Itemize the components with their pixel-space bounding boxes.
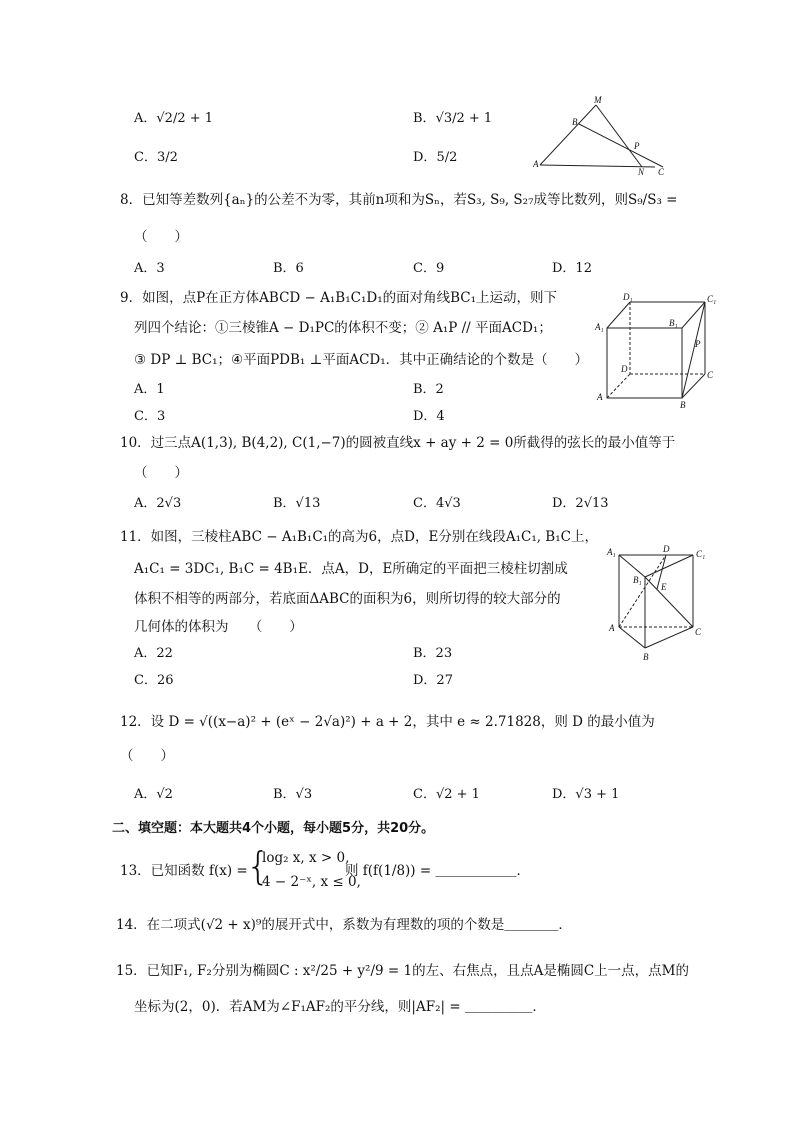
section-fill-in-heading: 二、填空题：本大题共4个小题，每小题5分，共20分。 — [112, 821, 435, 836]
q11-stem-3: 体积不相等的两部分，若底面ΔABC的面积为6，则所切得的较大部分的 — [134, 591, 561, 607]
q9-label-b1: B₁ — [669, 318, 678, 328]
q10-option-d: D．2√13 — [552, 496, 609, 511]
q13-suffix: 则 f(f(1/8)) = ＿＿＿＿＿＿． — [345, 863, 530, 879]
q10-option-b: B．√13 — [273, 496, 321, 511]
q9-label-c1: C₁ — [707, 294, 717, 304]
q11-option-b: B．23 — [413, 646, 453, 661]
q15-stem-2: 坐标为(2，0)．若AM为∠F₁AF₂的平分线，则|AF₂| = ＿＿＿＿＿． — [134, 999, 546, 1015]
q7-label-b: B — [572, 117, 578, 127]
q12-option-c: C．√2 + 1 — [413, 787, 480, 802]
q12-stem: 12．设 D = √((x−a)² + (eˣ − 2√a)²) + a + 2，其中 e ≈ 2.71828，则 D 的最小值为 — [120, 714, 655, 730]
q9-label-a: A — [597, 392, 603, 402]
q11-label-a: A — [609, 623, 615, 633]
q7-option-c: C．3/2 — [134, 150, 178, 165]
q9-cube-figure — [595, 292, 720, 410]
q9-option-a: A．1 — [134, 382, 165, 397]
q8-option-c: C．9 — [413, 261, 445, 276]
q9-stem-3: ③ DP ⊥ BC₁；④平面PDB₁ ⊥平面ACD₁．其中正确结论的个数是（ ） — [134, 352, 589, 368]
q11-stem-1: 11．如图，三棱柱ABC − A₁B₁C₁的高为6，点D，E分别在线段A₁C₁, B₁C上， — [120, 529, 598, 545]
q7-label-p: P — [634, 141, 640, 151]
q9-label-b: B — [680, 400, 686, 410]
q10-option-c: C．4√3 — [413, 496, 461, 511]
q11-label-c: C — [695, 627, 702, 637]
q7-option-b: B．√3/2 + 1 — [413, 111, 493, 126]
q13-case-2: 4 − 2⁻ˣ, x ≤ 0, — [262, 874, 361, 890]
q9-option-b: B．2 — [413, 382, 444, 397]
q12-blank: （ ） — [120, 748, 174, 764]
q15-stem-1: 15．已知F₁, F₂分别为椭圆C : x²/25 + y²/9 = 1的左、右焦点，且点A是椭圆C上一点，点M的 — [116, 963, 689, 979]
q7-label-c: C — [658, 167, 665, 177]
q10-blank: （ ） — [134, 465, 188, 481]
q7-label-m: M — [594, 95, 602, 105]
q11-stem-2: A₁C₁ = 3DC₁, B₁C = 4B₁E．点A，D，E所确定的平面把三棱柱切割成 — [134, 561, 568, 577]
q13-prefix: 13．已知函数 f(x) = — [120, 863, 248, 879]
q12-option-d: D．√3 + 1 — [552, 787, 620, 802]
q11-stem-4: 几何体的体积为 （ ） — [134, 619, 303, 635]
q8-option-a: A．3 — [134, 261, 165, 276]
q11-prism-figure — [605, 543, 715, 668]
q11-label-e: E — [661, 582, 667, 592]
q7-label-n: N — [638, 167, 645, 177]
q9-label-d1: D₁ — [623, 292, 633, 302]
q14-stem: 14．在二项式(√2 + x)⁹的展开式中，系数为有理数的项的个数是＿＿＿＿． — [116, 917, 572, 933]
q10-option-a: A．2√3 — [134, 496, 182, 511]
q9-label-c: C — [707, 370, 714, 380]
q12-option-b: B．√3 — [273, 787, 313, 802]
q13-brace: { — [246, 844, 271, 888]
q8-blank: （ ） — [134, 229, 188, 245]
q8-option-d: D．12 — [552, 261, 592, 276]
q11-option-d: D．27 — [413, 673, 453, 688]
q7-label-a: A — [533, 159, 539, 169]
q8-option-b: B．6 — [273, 261, 304, 276]
q9-label-a1: A₁ — [595, 322, 604, 332]
q9-stem-1: 9．如图，点P在正方体ABCD − A₁B₁C₁D₁的面对角线BC₁上运动，则下 — [120, 290, 558, 306]
q11-label-c1: C₁ — [696, 549, 706, 559]
q9-stem-2: 列四个结论：①三棱锥A − D₁PC的体积不变；② A₁P // 平面ACD₁； — [134, 320, 552, 336]
q8-stem: 8．已知等差数列{aₙ}的公差不为零，其前n项和为Sₙ，若S₃, S₉, S₂₇成等比数列，则S₉/S₃ = — [120, 192, 678, 208]
q9-option-c: C．3 — [134, 409, 166, 424]
q11-label-b1: B₁ — [633, 575, 642, 585]
q11-label-a1: A₁ — [607, 547, 616, 557]
q9-label-d: D — [621, 364, 628, 374]
q11-option-a: A．22 — [134, 646, 173, 661]
q7-option-d: D．5/2 — [413, 150, 458, 165]
q11-option-c: C．26 — [134, 673, 174, 688]
q13-case-1: log₂ x, x > 0, — [262, 850, 350, 866]
q7-triangle-figure — [530, 95, 670, 180]
q7-option-a: A．√2/2 + 1 — [134, 111, 214, 126]
q9-option-d: D．4 — [413, 409, 445, 424]
q10-stem: 10．过三点A(1,3), B(4,2), C(1,−7)的圆被直线x + ay + 2 = 0所截得的弦长的最小值等于 — [120, 435, 676, 451]
q11-label-d: D — [663, 544, 670, 554]
q12-option-a: A．√2 — [134, 787, 173, 802]
q9-label-p: P — [695, 339, 701, 349]
q11-label-b: B — [643, 652, 649, 662]
